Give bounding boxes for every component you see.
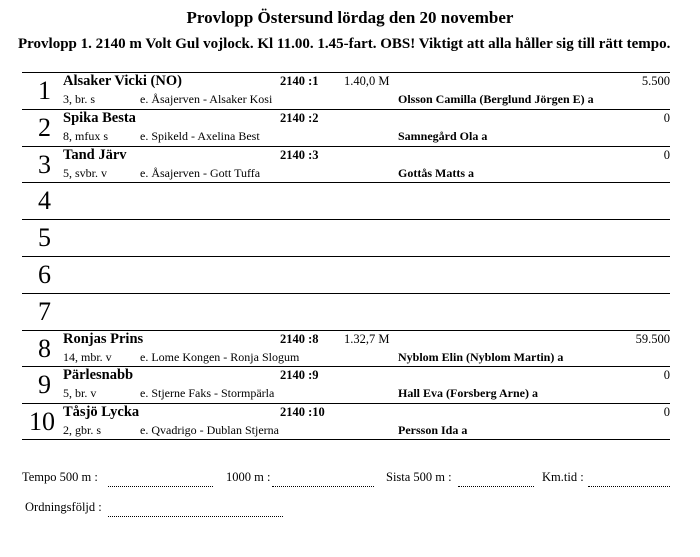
driver-name: Olsson Camilla (Berglund Jörgen E) a xyxy=(398,92,594,106)
pedigree: e. Spikeld - Axelina Best xyxy=(140,128,260,143)
horse-info: 14, mbr. v xyxy=(63,349,112,364)
race-description: Provlopp 1. 2140 m Volt Gul vojlock. Kl 11.00. 1.45-fart. OBS! Viktigt att alla håller sig till rätt tempo. xyxy=(18,36,671,52)
driver-name: Samnegård Ola a xyxy=(398,128,488,143)
start-list xyxy=(22,72,670,440)
horse-name: Pärlesnabb xyxy=(63,367,134,384)
driver-name: Nyblom Elin (Nyblom Martin) a xyxy=(398,349,564,364)
horse-info: 5, br. v xyxy=(63,386,97,401)
prize-money: 59.500 xyxy=(635,331,670,346)
horse-name: Alsaker Vicki (NO) xyxy=(63,73,182,89)
km-time-field[interactable] xyxy=(588,486,670,487)
horse-name: Spika Besta xyxy=(63,109,136,126)
tempo-1000-label: 1000 m : xyxy=(226,470,271,484)
km-time-label: Km.tid : xyxy=(542,470,584,484)
horse-name: Tåsjö Lycka xyxy=(63,404,140,421)
prize-money: 0 xyxy=(663,110,670,125)
tempo-1000-field[interactable] xyxy=(272,486,374,487)
start-number: 9 xyxy=(38,370,51,400)
start-number: 1 xyxy=(38,76,51,105)
page-title: Provlopp Östersund lördag den 20 november xyxy=(186,8,514,27)
prize-money: 0 xyxy=(663,368,670,383)
pedigree: e. Åsajerven - Gott Tuffa xyxy=(140,165,261,180)
table-row xyxy=(22,219,670,256)
pedigree: e. Lome Kongen - Ronja Slogum xyxy=(140,349,300,364)
tempo-500-label: Tempo 500 m : xyxy=(22,470,98,484)
last-500-field[interactable] xyxy=(458,486,534,487)
horse-info: 5, svbr. v xyxy=(63,165,108,180)
prize-money: 0 xyxy=(663,405,670,420)
table-row xyxy=(22,293,670,330)
prize-money: 5.500 xyxy=(641,74,670,88)
distance-track: 2140 :2 xyxy=(280,110,319,125)
driver-name: Hall Eva (Forsberg Arne) a xyxy=(398,386,538,401)
table-row xyxy=(22,330,670,367)
horse-name: Tand Järv xyxy=(63,146,127,163)
record-time: 1.32,7 M xyxy=(344,331,390,346)
distance-track: 2140 :1 xyxy=(280,74,319,88)
tempo-500-field[interactable] xyxy=(108,486,213,487)
start-number: 6 xyxy=(38,259,51,289)
order-field[interactable] xyxy=(108,516,283,517)
record-time: 1.40,0 M xyxy=(344,74,390,88)
order-label: Ordningsföljd : xyxy=(25,500,102,514)
table-row xyxy=(22,146,670,183)
horse-info: 8, mfux s xyxy=(63,128,108,143)
driver-name: Gottås Matts a xyxy=(398,165,474,180)
horse-name: Ronjas Prins xyxy=(63,330,144,347)
distance-track: 2140 :9 xyxy=(280,368,319,383)
start-number: 2 xyxy=(38,112,51,142)
driver-name: Persson Ida a xyxy=(398,423,468,438)
start-number: 4 xyxy=(38,186,51,216)
distance-track: 2140 :8 xyxy=(280,331,319,346)
table-row xyxy=(22,182,670,219)
table-row xyxy=(22,366,670,403)
table-row xyxy=(22,72,670,109)
distance-track: 2140 :10 xyxy=(280,405,325,420)
table-row xyxy=(22,256,670,293)
distance-track: 2140 :3 xyxy=(280,147,319,162)
last-500-label: Sista 500 m : xyxy=(386,470,452,484)
horse-info: 3, br. s xyxy=(63,92,96,106)
pedigree: e. Åsajerven - Alsaker Kosi xyxy=(140,92,273,106)
horse-info: 2, gbr. s xyxy=(63,423,102,438)
prize-money: 0 xyxy=(663,147,670,162)
start-number: 8 xyxy=(38,333,51,363)
start-number: 5 xyxy=(38,223,51,253)
table-row xyxy=(22,403,670,440)
pedigree: e. Qvadrigo - Dublan Stjerna xyxy=(140,423,279,438)
start-number: 7 xyxy=(38,296,51,326)
table-row xyxy=(22,109,670,146)
pedigree: e. Stjerne Faks - Stormpärla xyxy=(140,386,275,401)
start-number: 10 xyxy=(29,407,55,437)
start-number: 3 xyxy=(38,149,51,179)
